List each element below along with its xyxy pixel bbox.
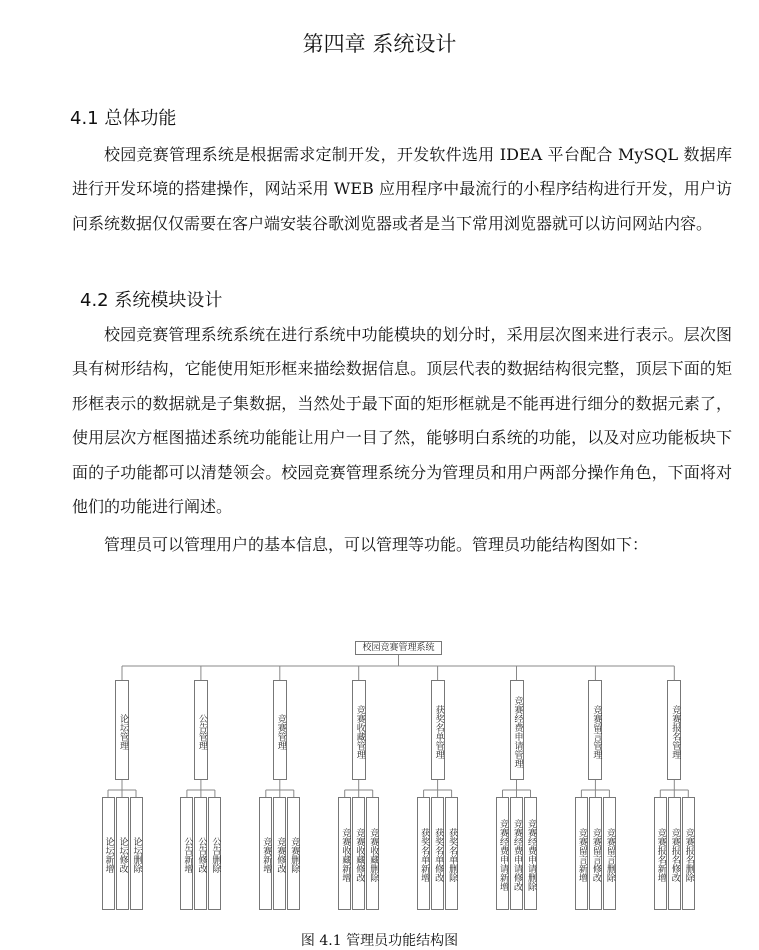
diagram-function-node: 竞赛留言修改 [589,797,602,910]
diagram-function-node: 竞赛经费申请删除 [524,797,537,910]
diagram-module-node: 竞赛收藏管理 [352,680,366,780]
diagram-function-node: 竞赛留言删除 [603,797,616,910]
diagram-function-node: 竞赛修改 [273,797,286,910]
figure-caption: 图 4.1 管理员功能结构图 [300,933,459,949]
diagram-function-node: 竞赛收藏新增 [338,797,351,910]
chapter-title: 第四章 系统设计 [302,32,457,56]
diagram-function-node: 竞赛收藏修改 [352,797,365,910]
diagram-function-node: 竞赛经费申请新增 [496,797,509,910]
diagram-function-node: 获奖名单删除 [445,797,458,910]
diagram-module-node: 竞赛留言管理 [588,680,602,780]
diagram-root-node: 校园竞赛管理系统 [355,641,442,655]
section-4-2-paragraph-2: 管理员可以管理用户的基本信息，可以管理等功能。管理员功能结构图如下： [104,535,649,554]
diagram-module-node: 获奖名单管理 [431,680,445,780]
diagram-module-node: 竞赛报名管理 [667,680,681,780]
diagram-module-node: 竞赛经费申请管理 [510,680,524,780]
diagram-function-node: 竞赛经费申请修改 [510,797,523,910]
diagram-function-node: 竞赛留言新增 [575,797,588,910]
diagram-function-node: 公告删除 [208,797,221,910]
diagram-function-node: 竞赛新增 [259,797,272,910]
diagram-function-node: 竞赛报名删除 [682,797,695,910]
section-4-2-paragraph-1: 校园竞赛管理系统系统在进行系统中功能模块的划分时，采用层次图来进行表示。层次图具有树形结构，它能使用矩形框来描绘数据信息。顶层代表的数据结构很完整，顶层下面的矩形框表示的数据就是子集数据，当然处于最下面的矩形框就是不能再进行细分的数据元素了，使用层次方框图描述系统功能能让用户一目了然，能够明白系统的功能，以及对应功能板块下面的子功能都可以清楚领会。校园竞赛管理系统分为管理员和用户两部分操作角色，下面将对他们的功能进行阐述。 [72,325,732,517]
diagram-function-node: 公告修改 [194,797,207,910]
diagram-module-node: 论坛管理 [115,680,129,780]
diagram-function-node: 竞赛报名新增 [654,797,667,910]
diagram-function-node: 论坛新增 [102,797,115,910]
section-heading-4-1: 4.1 总体功能 [70,108,177,129]
section-4-1-paragraph: 校园竞赛管理系统是根据需求定制开发，开发软件选用 IDEA 平台配合 MySQL 数据库进行开发环境的搭建操作，网站采用 WEB 应用程序中最流行的小程序结构进行开发，用户访问系统数据仅仅需要在客户端安装谷歌浏览器或者是当下常用浏览器就可以访问网站内容。 [72,145,732,233]
diagram-function-node: 论坛删除 [130,797,143,910]
diagram-function-node: 获奖名单修改 [431,797,444,910]
diagram-module-node: 竞赛管理 [273,680,287,780]
diagram-function-node: 竞赛报名修改 [668,797,681,910]
diagram-module-node: 公告管理 [194,680,208,780]
diagram-function-node: 获奖名单新增 [417,797,430,910]
diagram-function-node: 竞赛删除 [287,797,300,910]
diagram-function-node: 论坛修改 [116,797,129,910]
diagram-function-node: 竞赛收藏删除 [366,797,379,910]
section-heading-4-2: 4.2 系统模块设计 [80,290,223,311]
diagram-function-node: 公告新增 [180,797,193,910]
